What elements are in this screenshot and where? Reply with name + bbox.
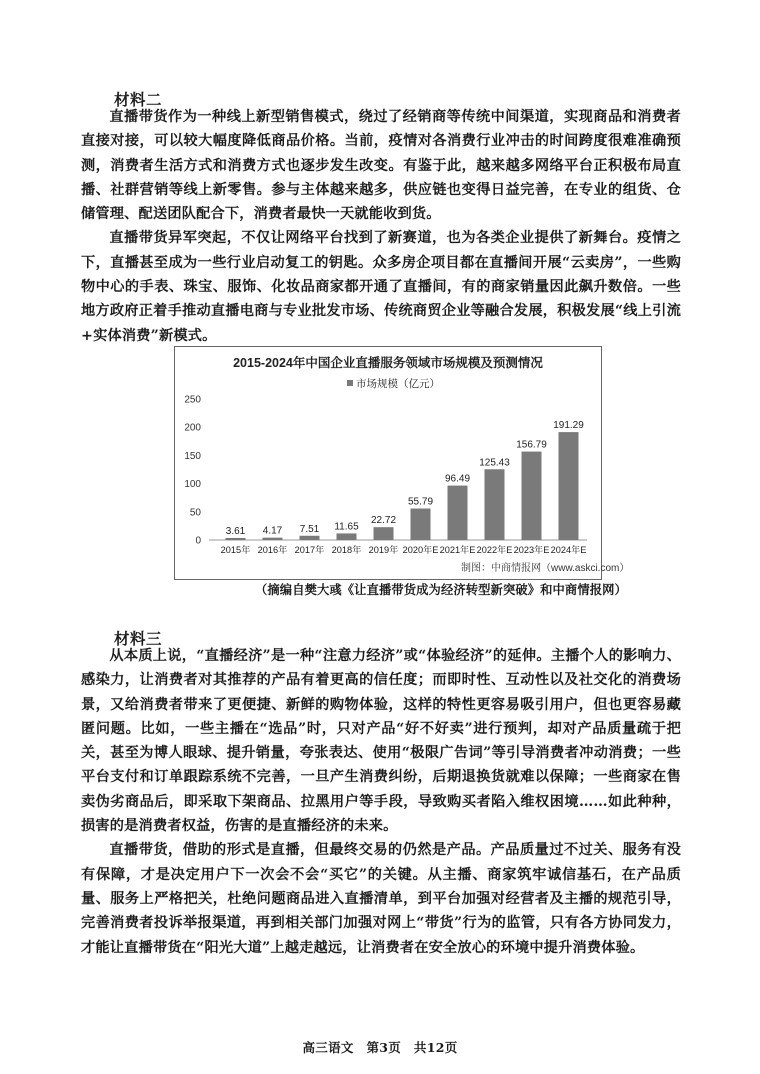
bar-value-label: 55.79: [407, 496, 434, 508]
x-tick-label: 2020年E: [402, 545, 439, 555]
chart-source: 制图：中商情报网（www.askci.com）: [461, 563, 630, 574]
bar: [337, 533, 357, 540]
bar: [522, 452, 542, 540]
bar-value-label: 22.72: [370, 515, 397, 527]
material3-body: [81, 644, 681, 960]
material3-heading: 材料三: [114, 629, 163, 648]
y-tick-label: 200: [184, 422, 201, 434]
x-tick-label: 2023年E: [513, 545, 550, 555]
chart-caption: （摘编自樊大彧《让直播带货成为经济转型新突破》和中商情报网）: [255, 582, 627, 597]
bar: [485, 469, 505, 540]
x-tick-label: 2022年E: [476, 545, 513, 555]
market-size-chart: [174, 346, 630, 580]
legend-swatch: [347, 380, 353, 386]
x-tick-label: 2021年E: [439, 545, 476, 555]
y-tick-label: 100: [184, 479, 201, 491]
bar-value-label: 191.29: [553, 420, 584, 432]
material2-paragraph-1: 直播带货作为一种线上新型销售模式，绕过了经销商等传统中间渠道，实现商品和消费者直接对接，可以较大幅度降低商品价格。当前，疫情对各消费行业冲击的时间跨度很难准确预测，消费者生活方式和消费方式也逐步发生改变。有鉴于此，越来越多网络平台正积极布局直播、社群营销等线上新零售。参与主体越来越多，供应链也变得日益完善，在专业的组货、仓储管理、配送团队配合下，消费者最快一天就能收到货。: [81, 109, 681, 223]
material2-heading: 材料二: [114, 90, 163, 109]
material3-paragraph-1: 从本质上说，“直播经济”是一种“注意力经济”或“体验经济”的延伸。主播个人的影响力、感染力，让消费者对其推荐的产品有着更高的信任度；而即时性、互动性以及社交化的消费场景，又给消费者带来了更便捷、新鲜的购物体验，这样的特性更容易吸引用户，但也更容易藏匿问题。比如，一些主播在“选品”时，只对产品“好不好卖”进行预判，却对产品质量疏于把关，甚至为博人眼球、提升销量，夸张表达、使用“极限广告词”等引导消费者冲动消费；一些平台支付和订单跟踪系统不完善，一旦产生消费纠纷，后期退换货就难以保障；一些商家在售卖伪劣商品后，即采取下架商品、拉黑用户等手段，导致购买者陷入维权困境……如此种种，损害的是消费者权益，伤害的是直播经济的未来。: [81, 648, 681, 835]
bar: [448, 486, 468, 540]
material2-body: [81, 105, 681, 348]
legend-label: 市场规模（亿元）: [356, 378, 440, 390]
bar: [300, 536, 320, 540]
bar-series: [226, 420, 585, 540]
page-footer: 高三语文 第3页 共12页: [302, 1040, 458, 1055]
bar-value-label: 125.43: [479, 457, 510, 469]
chart-title: 2015-2024年中国企业直播服务领域市场规模及预测情况: [233, 356, 543, 370]
y-tick-label: 0: [195, 535, 201, 547]
y-tick-label: 250: [184, 394, 201, 406]
material2-paragraph-2: 直播带货异军突起，不仅让网络平台找到了新赛道，也为各类企业提供了新舞台。疫情之下，直播甚至成为一些行业启动复工的钥匙。众多房企项目都在直播间开展“云卖房”，一些购物中心的手表、珠宝、服饰、化妆品商家都开通了直播间，有的商家销量因此飙升数倍。一些地方政府正着手推动直播电商与专业批发市场、传统商贸企业等融合发展，积极发展“线上引流+实体消费”新模式。: [81, 230, 681, 344]
bar-value-label: 96.49: [444, 473, 471, 485]
bar: [559, 432, 579, 540]
bar-value-label: 156.79: [516, 439, 547, 451]
y-tick-label: 50: [189, 507, 201, 519]
x-axis: [221, 544, 587, 555]
bar-value-label: 11.65: [334, 521, 359, 533]
x-tick-label: 2016年: [257, 545, 288, 555]
y-tick-label: 150: [184, 450, 201, 462]
chart-svg: [175, 347, 630, 579]
x-tick-label: 2019年: [368, 545, 399, 555]
bar: [226, 538, 246, 540]
bar-value-label: 4.17: [262, 525, 283, 537]
bar: [411, 509, 431, 540]
material3-paragraph-2: 直播带货，借助的形式是直播，但最终交易的仍然是产品。产品质量过不过关、服务有没有保障，才是决定用户下一次会不会“买它”的关键。从主播、商家筑牢诚信基石，在产品质量、服务上严格把关，杜绝问题商品进入直播清单，到平台加强对经营者及主播的规范引导，完善消费者投诉举报渠道，再到相关部门加强对网上“带货”行为的监管，只有各方协同发力，才能让直播带货在“阳光大道”上越走越远，让消费者在安全放心的环境中提升消费体验。: [81, 842, 681, 956]
x-tick-label: 2015年: [220, 545, 251, 555]
x-tick-label: 2024年E: [550, 545, 587, 555]
x-tick-label: 2017年: [294, 545, 325, 555]
bar: [263, 538, 283, 540]
bar-value-label: 7.51: [299, 523, 320, 535]
bar: [374, 527, 394, 540]
bar-value-label: 3.61: [225, 525, 246, 537]
x-tick-label: 2018年: [331, 545, 362, 555]
